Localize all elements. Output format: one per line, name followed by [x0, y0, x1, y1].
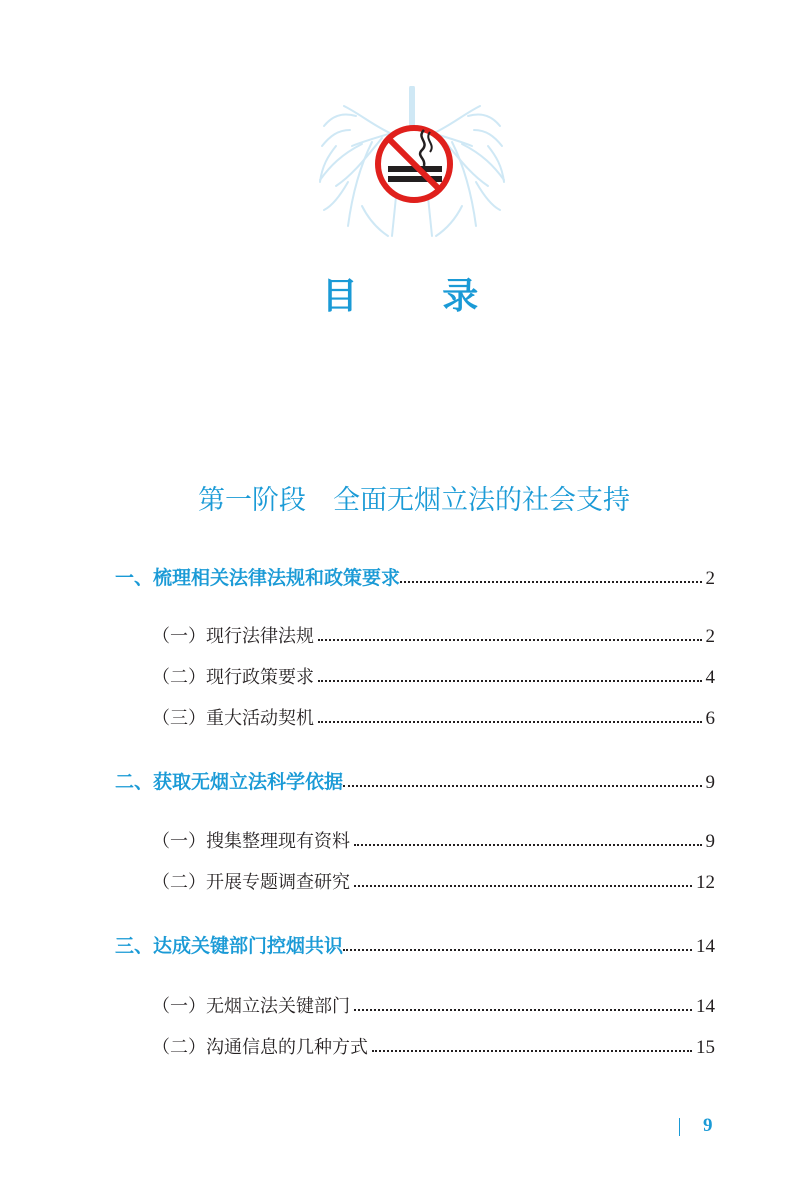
toc-page-number: 2 — [705, 568, 715, 589]
toc-page-number: 14 — [696, 936, 715, 957]
dot-leader — [354, 1008, 692, 1011]
toc-item-label: （二）沟通信息的几种方式 — [152, 1037, 368, 1058]
toc-item-3-2[interactable] — [152, 1031, 715, 1059]
toc-item-label: （三）重大活动契机 — [152, 708, 314, 729]
toc-item-label: （一）现行法律法规 — [152, 626, 314, 647]
dot-leader — [354, 843, 702, 846]
footer-page-number: 9 — [703, 1115, 713, 1136]
toc-page-number: 6 — [705, 708, 715, 729]
dot-leader — [400, 580, 701, 583]
dot-leader — [354, 884, 692, 887]
toc-page-number: 4 — [705, 667, 715, 688]
dot-leader — [343, 948, 692, 951]
toc-item-1-2[interactable] — [152, 661, 715, 689]
toc-item-label: （二）开展专题调查研究 — [152, 872, 350, 893]
toc-section-label: 一、梳理相关法律法规和政策要求 — [115, 567, 401, 589]
toc-item-1-1[interactable] — [152, 620, 715, 648]
dot-leader — [372, 1049, 692, 1052]
toc-page-number: 14 — [696, 996, 715, 1017]
dot-leader — [318, 679, 702, 682]
stage-title: 第一阶段 全面无烟立法的社会支持 — [198, 485, 630, 516]
toc-section-3[interactable] — [115, 930, 715, 958]
toc-page-number: 2 — [705, 626, 715, 647]
toc-page-number: 12 — [696, 872, 715, 893]
toc-section-2[interactable] — [115, 766, 715, 794]
toc-page-number: 9 — [705, 772, 715, 793]
toc-section-label: 二、获取无烟立法科学依据 — [115, 771, 344, 793]
toc-item-label: （一）无烟立法关键部门 — [152, 996, 350, 1017]
no-smoking-lungs-icon — [312, 86, 512, 246]
toc-item-2-1[interactable] — [152, 825, 715, 853]
toc-item-label: （一）搜集整理现有资料 — [152, 831, 350, 852]
footer-divider — [679, 1118, 680, 1136]
dot-leader — [343, 784, 701, 787]
dot-leader — [318, 720, 702, 723]
toc-page-number: 9 — [705, 831, 715, 852]
toc-item-label: （二）现行政策要求 — [152, 667, 314, 688]
toc-item-1-3[interactable] — [152, 702, 715, 730]
toc-title: 目 录 — [321, 276, 515, 317]
toc-item-2-2[interactable] — [152, 866, 715, 894]
toc-section-1[interactable] — [115, 562, 715, 590]
toc-item-3-1[interactable] — [152, 990, 715, 1018]
toc-section-label: 三、达成关键部门控烟共识 — [115, 935, 344, 957]
toc-page-number: 15 — [696, 1037, 715, 1058]
dot-leader — [318, 638, 702, 641]
